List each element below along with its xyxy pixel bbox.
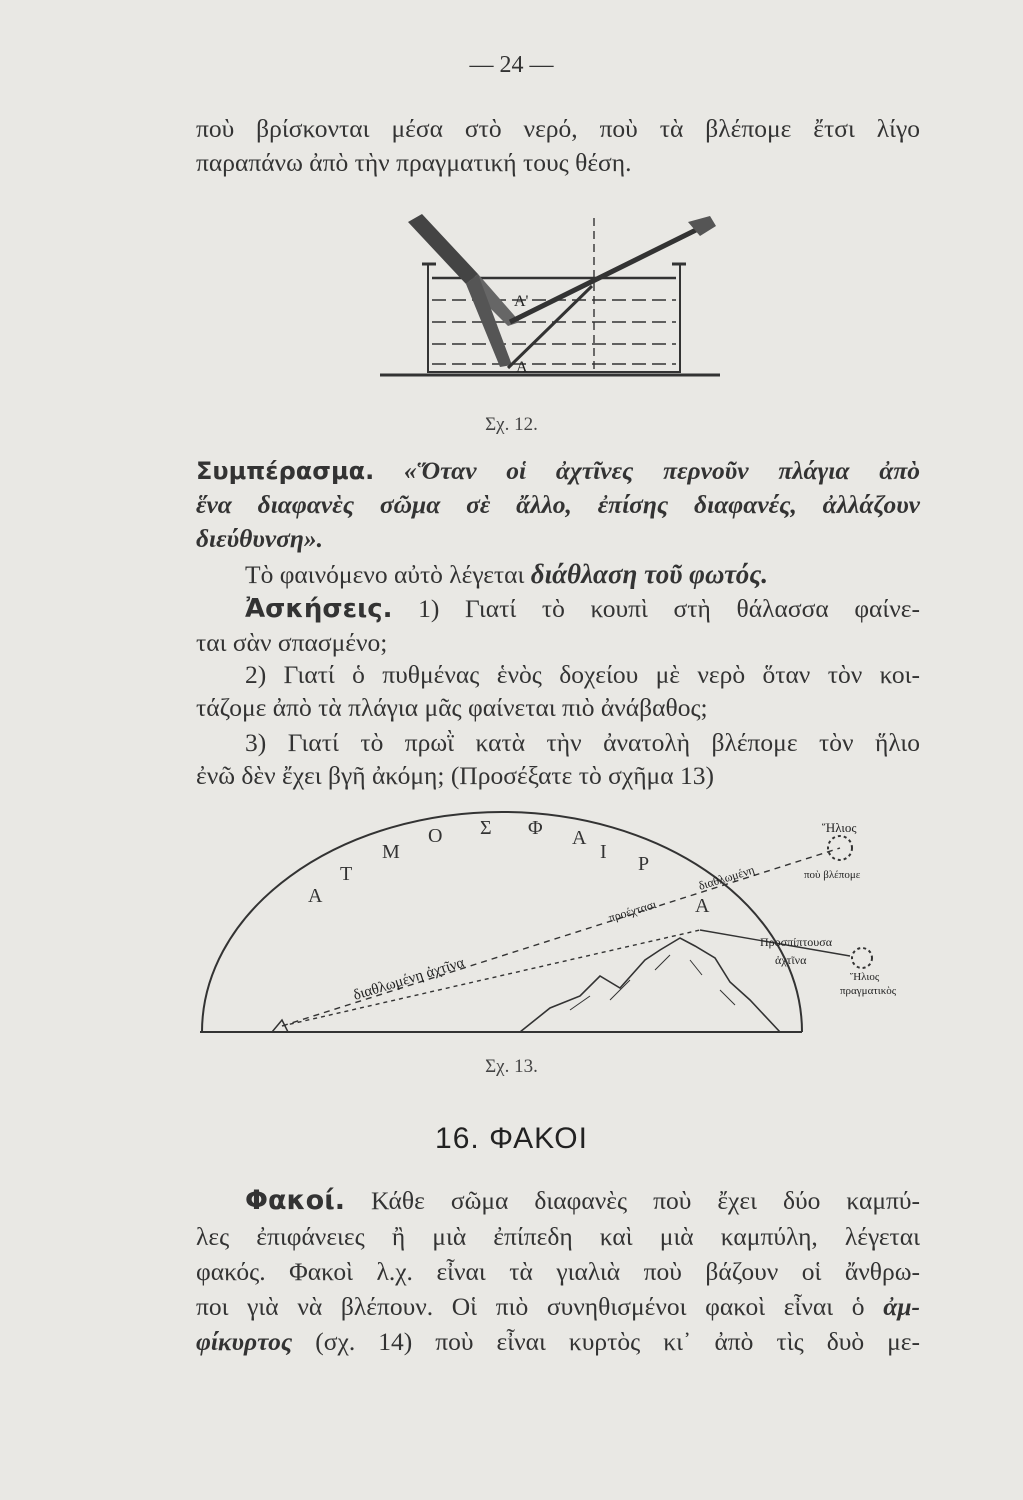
atm-letter-4: Ο (428, 825, 443, 847)
conclusion-title: Συμπέρασμα. (196, 457, 375, 485)
lenses-text-1: Κάθε σῶμα διαφανὲς ποὺ ἔχει δύο καμπύ- (371, 1186, 921, 1215)
sun-seen-label: Ἥλιος (822, 820, 857, 835)
atm-letter-10: Α (695, 895, 710, 917)
lenses-title: Φακοί. (245, 1185, 346, 1216)
atm-letter-6: Φ (528, 817, 543, 839)
refracted-ray-top-label: διαθλωμένη (696, 862, 757, 893)
lenses-line-1 (245, 1186, 920, 1216)
atm-letter-7: Α (572, 827, 587, 849)
exercise-2-text: 2) Γιατί ὁ πυθμένας ἑνὸς δοχείου μὲ νερὸ ὅταν τὸν κοι- (245, 660, 920, 689)
atm-letter-8: Ι (600, 841, 607, 863)
exercises-line-1 (245, 594, 920, 624)
incoming-ray-label-2: ἀχτῖνα (775, 953, 807, 967)
lenses-text-5: (σχ. 14) ποὺ εἶναι κυρτὸς κι᾽ ἀπὸ τὶς δυὸ με- (315, 1327, 921, 1356)
refracted-ray-bottom-label: διαθλωμένη ἀχτῖνα (351, 954, 467, 1004)
refraction-term: διάθλαση τοῦ φωτός. (530, 559, 769, 589)
biconvex-term-start: ἀμ- (883, 1292, 921, 1321)
lenses-line-3: φακός. Φακοὶ λ.χ. εἶναι τὰ γιαλιὰ ποὺ βάζουν οἱ ἄνθρω- (196, 1257, 920, 1286)
true-sun-label: Ἥλιος (850, 971, 880, 983)
atm-letter-9: Ρ (638, 853, 650, 875)
exercise-1-text: 1) Γιατί τὸ κουπὶ στὴ θάλασσα φαίνε- (418, 594, 921, 623)
sun-seen-label-2: ποὺ βλέπομε (804, 869, 861, 881)
conclusion-line-3: διεύθυνση». (196, 524, 324, 553)
lenses-text-4: ποι γιὰ νὰ βλέπουν. Οἱ πιὸ συνηθισμένοι φακοὶ εἶναι ὁ (196, 1292, 865, 1321)
figure-12-caption: Σχ. 12. (485, 414, 538, 435)
exercise-3-cont: ἐνῶ δὲν ἔχει βγῆ ἀκόμη; (Προσέξατε τὸ σχῆμα 13) (196, 761, 714, 790)
intro-line-1: ποὺ βρίσκονται μέσα στὸ νερό, ποὺ τὰ βλέπομε ἔτσι λίγο (196, 114, 920, 143)
prolongation-label: προέχτασι (606, 897, 658, 925)
label-a: Α (516, 359, 528, 376)
intro-line-2: παραπάνω ἀπὸ τὴν πραγματική τους θέση. (196, 148, 632, 177)
atm-letter-2: Τ (340, 863, 353, 885)
biconvex-term-end: φίκυρτος (196, 1327, 293, 1356)
conclusion-line-2: ἕνα διαφανὲς σῶμα σὲ ἄλλο, ἐπίσης διαφανές, ἀλλάζουν (196, 490, 920, 519)
atm-letter-3: Μ (382, 841, 400, 863)
atm-letter-5: Σ (480, 817, 492, 839)
phenomenon-text: Τὸ φαινόμενο αὐτὸ λέγεται (245, 560, 525, 589)
page-number: — 24 — (469, 52, 554, 78)
conclusion-line-4 (245, 559, 920, 590)
figure-12-refraction-container (370, 200, 720, 385)
exercise-2-cont: τάζομε ἀπὸ τὰ πλάγια μᾶς φαίνεται πιὸ ἀνάβαθος; (196, 693, 708, 722)
exercise-1-cont: ται σὰν σπασμένο; (196, 628, 388, 657)
lenses-line-2: λες ἐπιφάνειες ἢ μιὰ ἐπίπεδη καὶ μιὰ καμπύλη, λέγεται (196, 1222, 920, 1251)
section-heading: 16. ΦΑΚΟΙ (435, 1122, 588, 1155)
label-a-prime: Α' (514, 293, 529, 310)
atm-letter-1: Α (308, 885, 323, 907)
lenses-line-4 (196, 1292, 920, 1322)
figure-13-atmospheric-refraction (190, 800, 930, 1045)
conclusion-line-1 (196, 456, 920, 486)
exercise-3-text: 3) Γιατί τὸ πρωῒ κατὰ τὴν ἀνατολὴ βλέπομε τὸν ἥλιο (245, 728, 920, 757)
lenses-line-5 (196, 1327, 920, 1357)
conclusion-text-1: «Ὅταν οἱ ἀχτῖνες περνοῦν πλάγια ἀπὸ (404, 456, 921, 485)
figure-13-caption: Σχ. 13. (485, 1056, 538, 1077)
incoming-ray-label: Προσπίπτουσα (760, 935, 832, 949)
exercises-title: Ἀσκήσεις. (245, 594, 393, 624)
true-sun-label-2: πραγματικὸς (840, 985, 897, 997)
